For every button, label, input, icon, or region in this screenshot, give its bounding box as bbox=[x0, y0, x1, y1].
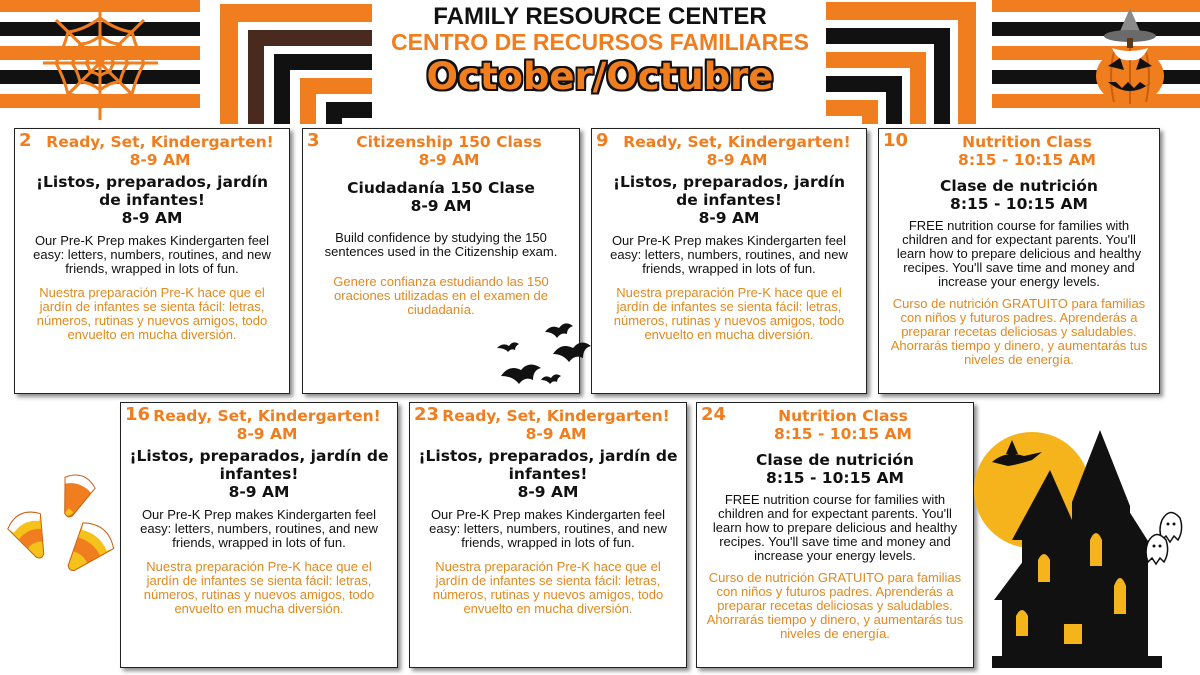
event-time: 8-9 AM bbox=[236, 425, 298, 443]
event-time-es: 8-9 AM bbox=[410, 197, 472, 215]
event-day: 10 bbox=[883, 130, 909, 151]
event-time: 8-9 AM bbox=[418, 151, 480, 169]
event-day: 24 bbox=[701, 404, 727, 425]
event-title: Ready, Set, Kindergarten! 8-9 AM bbox=[46, 133, 274, 169]
pumpkin-icon bbox=[1094, 8, 1166, 106]
event-day: 2 bbox=[19, 130, 32, 151]
event-description-es: Nuestra preparación Pre-K hace que el jardín de infantes se sienta fácil: letras, números, rutinas y nuevos amigos, todo envuelto en mucha diversión. bbox=[143, 559, 375, 616]
event-title-es: ¡Listos, preparados, jardín de infantes! 8-9 AM bbox=[418, 447, 678, 501]
haunted-house-icon bbox=[972, 410, 1192, 672]
event-title-es: ¡Listos, preparados, jardín de infantes! 8-9 AM bbox=[612, 173, 846, 227]
event-description: Our Pre-K Prep makes Kindergarten feel easy: letters, numbers, routines, and new friends, wrapped in lots of fun. bbox=[140, 507, 378, 550]
event-title-es: ¡Listos, preparados, jardín de infantes! 8-9 AM bbox=[129, 447, 389, 501]
event-description-es: Curso de nutrición GRATUITO para familias con niños y futuros padres. Aprenderás a preparar recetas deliciosas y saludables. Ahorrarás tiempo y dinero, y aumentarás tus niveles de energía. bbox=[706, 570, 964, 641]
event-title-es: Ciudadanía 150 Clase 8-9 AM bbox=[347, 179, 535, 215]
event-time: 8:15 - 10:15 AM bbox=[958, 151, 1096, 169]
event-time: 8-9 AM bbox=[706, 151, 768, 169]
event-time: 8-9 AM bbox=[525, 425, 587, 443]
event-time-es: 8-9 AM bbox=[517, 483, 579, 501]
event-title: Ready, Set, Kindergarten! 8-9 AM bbox=[623, 133, 851, 169]
event-description-es: Nuestra preparación Pre-K hace que el jardín de infantes se sienta fácil: letras, números, rutinas y nuevos amigos, todo envuelto en mucha diversión. bbox=[613, 285, 845, 342]
event-title-es: Clase de nutrición 8:15 - 10:15 AM bbox=[940, 177, 1098, 213]
event-title: Citizenship 150 Class 8-9 AM bbox=[356, 133, 542, 169]
event-time-es: 8-9 AM bbox=[698, 209, 760, 227]
event-description: Our Pre-K Prep makes Kindergarten feel easy: letters, numbers, routines, and new friends, wrapped in lots of fun. bbox=[429, 507, 667, 550]
event-day: 9 bbox=[596, 130, 609, 151]
event-title-es: ¡Listos, preparados, jardín de infantes! 8-9 AM bbox=[35, 173, 269, 227]
bats-icon bbox=[495, 318, 595, 388]
spiderweb-icon bbox=[38, 4, 163, 122]
event-time-es: 8-9 AM bbox=[121, 209, 183, 227]
event-description-es: Genere confianza estudiando las 150 oraciones utilizadas en el examen de ciudadanía. bbox=[333, 274, 549, 317]
event-time-es: 8:15 - 10:15 AM bbox=[950, 195, 1088, 213]
event-card-16 bbox=[120, 402, 398, 668]
event-description-es: Nuestra preparación Pre-K hace que el jardín de infantes se sienta fácil: letras, números, rutinas y nuevos amigos, todo envuelto en mucha diversión. bbox=[432, 559, 664, 616]
event-time-es: 8:15 - 10:15 AM bbox=[766, 469, 904, 487]
event-title: Nutrition Class 8:15 - 10:15 AM bbox=[774, 407, 912, 443]
event-title-es: Clase de nutrición 8:15 - 10:15 AM bbox=[756, 451, 914, 487]
event-title: Nutrition Class 8:15 - 10:15 AM bbox=[958, 133, 1096, 169]
header bbox=[370, 4, 830, 98]
event-description-es: Curso de nutrición GRATUITO para familias con niños y futuros padres. Aprenderás a preparar recetas deliciosas y saludables. Ahorrarás tiempo y dinero, y aumentarás tus niveles de energía. bbox=[890, 296, 1148, 367]
event-day: 16 bbox=[125, 404, 151, 425]
event-title: Ready, Set, Kindergarten! 8-9 AM bbox=[442, 407, 670, 443]
event-description: FREE nutrition course for families with children and for expectant parents. You'll learn how to prepare delicious and healthy recipes. You'll save time and money and increase your energy levels. bbox=[712, 492, 958, 563]
event-description-es: Nuestra preparación Pre-K hace que el jardín de infantes se sienta fácil: letras, números, rutinas y nuevos amigos, todo envuelto en mucha diversión. bbox=[36, 285, 268, 342]
event-card-24 bbox=[696, 402, 974, 668]
title-english: FAMILY RESOURCE CENTER bbox=[433, 3, 767, 30]
event-title: Ready, Set, Kindergarten! 8-9 AM bbox=[153, 407, 381, 443]
event-time: 8:15 - 10:15 AM bbox=[774, 425, 912, 443]
title-spanish: CENTRO DE RECURSOS FAMILIARES bbox=[391, 29, 809, 55]
event-description: Our Pre-K Prep makes Kindergarten feel easy: letters, numbers, routines, and new friends, wrapped in lots of fun. bbox=[33, 233, 271, 276]
event-time-es: 8-9 AM bbox=[228, 483, 290, 501]
event-description: FREE nutrition course for families with children and for expectant parents. You'll learn how to prepare delicious and healthy recipes. You'll save time and money and increase your energy levels. bbox=[896, 218, 1142, 289]
event-card-10 bbox=[878, 128, 1160, 394]
event-day: 23 bbox=[414, 404, 440, 425]
event-card-2 bbox=[14, 128, 290, 394]
event-description: Our Pre-K Prep makes Kindergarten feel easy: letters, numbers, routines, and new friends, wrapped in lots of fun. bbox=[610, 233, 848, 276]
candy-corn-icon bbox=[4, 470, 124, 580]
event-card-9 bbox=[591, 128, 867, 394]
event-time: 8-9 AM bbox=[129, 151, 191, 169]
event-description: Build confidence by studying the 150 sentences used in the Citizenship exam. bbox=[324, 230, 558, 259]
event-card-23 bbox=[409, 402, 687, 668]
month-title: October/Octubre bbox=[426, 55, 774, 98]
event-day: 3 bbox=[307, 130, 320, 151]
